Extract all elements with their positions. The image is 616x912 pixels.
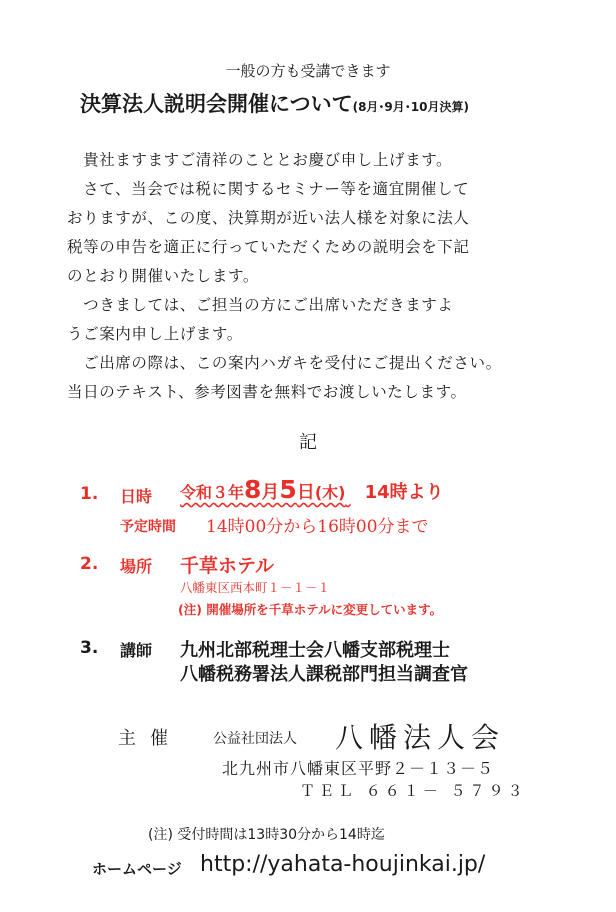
settlement-period: (8月･9月･10月決算) [352,100,469,114]
body-line: おりますが、この度、決算期が近い法人様を対象に法人 [67,209,470,227]
venue-name: 千草ホテル [180,555,275,577]
item-number: 1. [80,484,99,504]
day-unit: 日 [296,482,315,503]
event-date [180,475,444,504]
body-line: のとおり開催いたします。 [67,267,259,285]
org-name: 八幡法人会 [335,721,506,754]
lecturer-line: 八幡税務署法人課税部門担当調査官 [180,664,468,685]
homepage-url[interactable]: http://yahata-houjinkai.jp/ [200,852,486,877]
venue-address: 八幡東区西本町１－１－１ [180,580,331,595]
lecturer-label: 講師 [120,641,153,660]
host-label: 主催 [118,728,182,749]
venue-change-note: (注) 開催場所を千草ホテルに変更しています。 [178,602,443,617]
body-line: さて、当会では税に関するセミナー等を適宜開催して [67,180,470,198]
weekday: (木) [314,483,346,502]
body-line: 当日のテキスト、参考図書を無料でお渡しいたします。 [67,383,467,401]
body-line: うご案内申し上げます。 [67,325,243,343]
month-number: 8 [244,475,262,504]
body-line: 貴社ますますご清祥のこととお慶び申し上げます。 [67,151,453,169]
place-label: 場所 [120,557,153,576]
start-time: 14時より [364,482,444,503]
host-address: 北九州市八幡東区平野２－１３－５ [222,759,495,778]
scheduled-time: 14時00分から16時00分まで [206,517,429,537]
month-unit: 月 [261,482,280,503]
title-text: 決算法人説明会開催について [80,92,353,116]
item-number: 2. [80,554,99,574]
body-line: ご出席の際は、この案内ハガキを受付にご提出ください。 [67,354,502,372]
lecturer-line: 九州北部税理士会八幡支部税理士 [180,640,450,661]
reception-note: (注) 受付時間は13時30分から14時迄 [148,827,385,843]
day-number: 5 [279,475,297,504]
datetime-label: 日時 [120,487,153,506]
body-line: 税等の申告を適正に行っていただくための説明会を下記 [67,238,470,256]
item-number: 3. [80,638,99,658]
org-type: 公益社団法人 [213,731,297,747]
subtitle: 一般の方も受講できます [225,62,391,80]
body-line: つきましては、ご担当の方にご出席いただきますよ [67,296,454,314]
host-phone: ＴＥＬ ６６１－ ５７９３ [300,782,527,800]
homepage-label: ホームページ [92,860,182,878]
era-year: 令和３年 [180,483,245,502]
page-title [80,88,469,118]
scheduled-label: 予定時間 [120,519,176,535]
ki-heading: 記 [299,432,317,453]
